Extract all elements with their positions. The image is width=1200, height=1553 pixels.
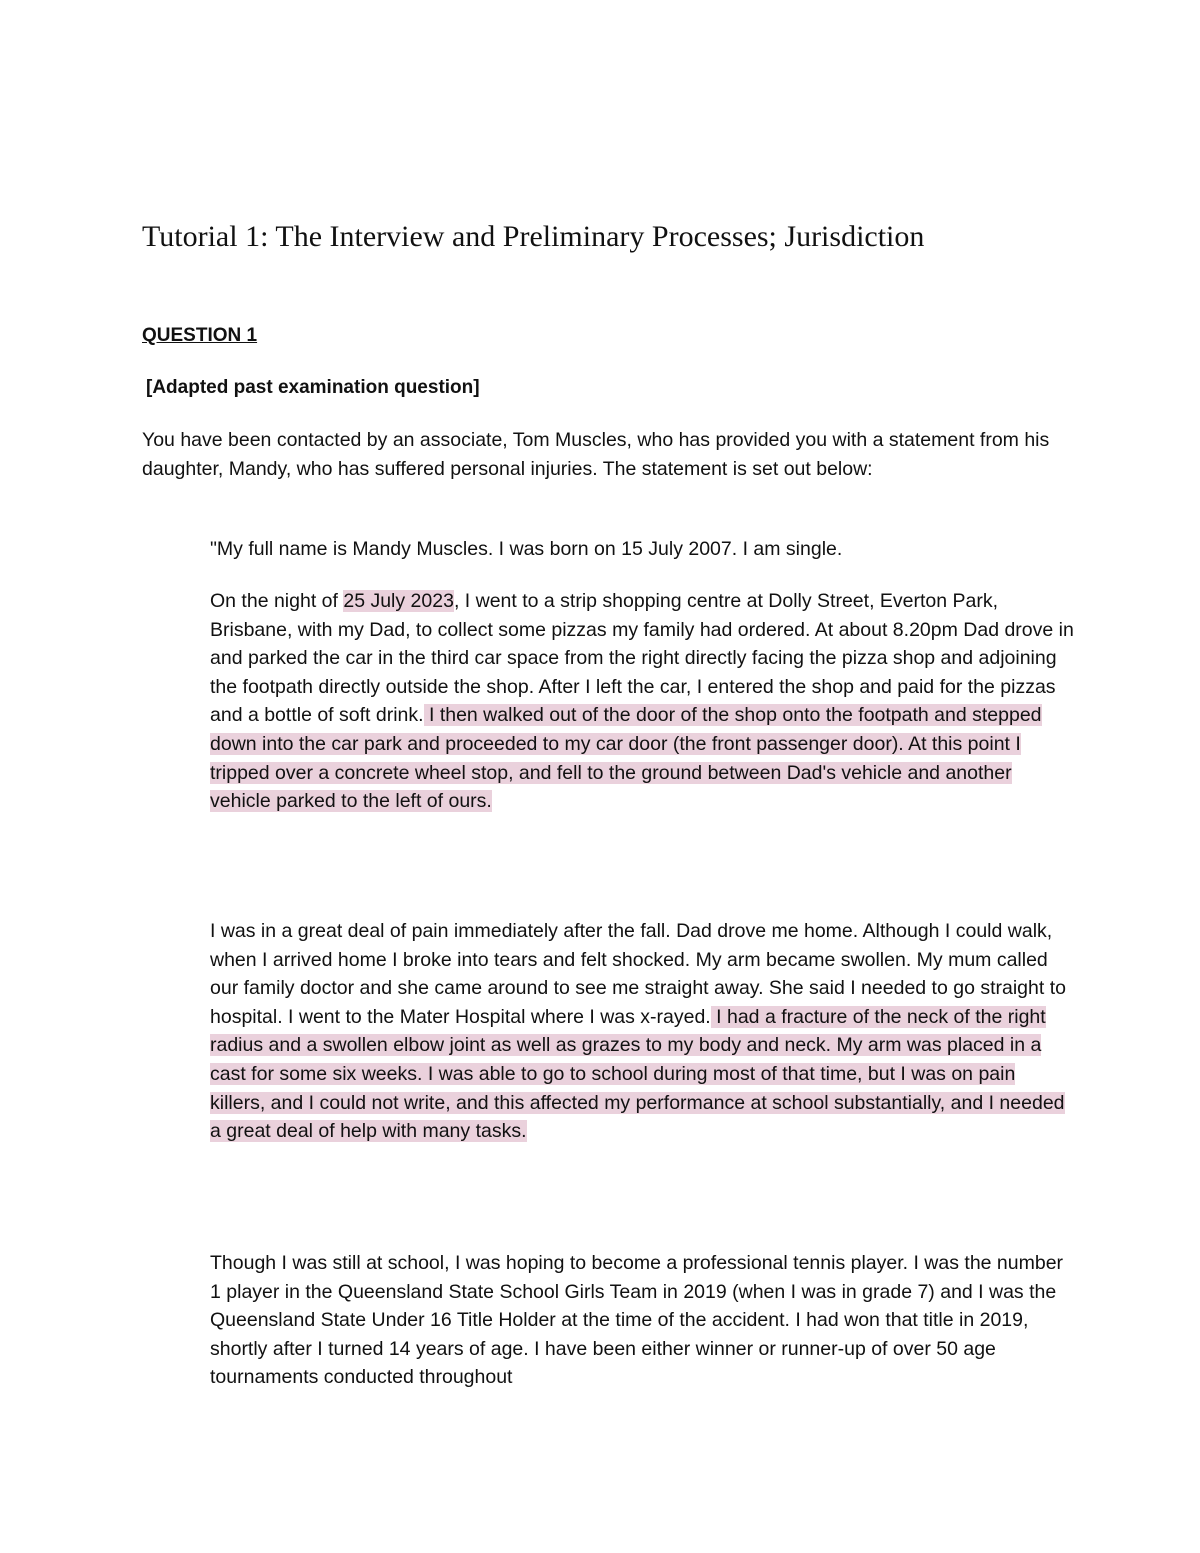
statement-text: On the night of	[210, 590, 344, 612]
highlighted-date: 25 July 2023	[343, 590, 454, 612]
question-heading: QUESTION 1	[142, 325, 258, 346]
statement-paragraph-3	[210, 917, 1075, 1146]
question-source: [Adapted past examination question]	[146, 377, 480, 398]
statement-text: , I went to a strip shopping centre at Dolly Street, Everton Park, Brisbane, with my Dad, to collect some pizzas my family had ordered. At about 8.20pm Dad drove in and parked the car in the third car space from the right directly facing the pizza shop and adjoining the footpath directly outside the shop. After I left the car, I entered the shop and paid for the pizzas and a bottle of soft drink.	[210, 590, 1074, 727]
statement-paragraph-4: Though I was still at school, I was hoping to become a professional tennis player. I was the number 1 player in the Queensland State School Girls Team in 2019 (when I was in grade 7) and I was the Queensland State Under 16 Title Holder at the time of the accident. I had won that title in 2019, shortly after I turned 14 years of age. I have been either winner or runner-up of over 50 age tournaments conducted throughout	[210, 1252, 1064, 1389]
page-title: Tutorial 1: The Interview and Preliminary Processes; Jurisdiction	[142, 220, 925, 253]
highlighted-text: I had a fracture of the neck of the right radius and a swollen elbow joint as well as grazes to my body and neck. My arm was placed in a cast for some six weeks. I was able to go to school during most of that time, but I was on pain killers, and I could not write, and this affected my performance at school substantially, and I needed a great deal of help with many tasks.	[210, 1005, 1065, 1143]
statement-paragraph-2	[210, 587, 1075, 816]
highlighted-text: I then walked out of the door of the shop onto the footpath and stepped down into the car park and proceeded to my car door (the front passenger door). At this point I tripped over a concrete wheel stop, and fell to the ground between Dad's vehicle and another vehicle parked to the left of ours.	[210, 704, 1042, 813]
statement-paragraph-1: "My full name is Mandy Muscles. I was born on 15 July 2007. I am single.	[210, 538, 843, 560]
intro-paragraph: You have been contacted by an associate, Tom Muscles, who has provided you with a statement from his daughter, Mandy, who has suffered personal injuries. The statement is set out below:	[142, 429, 1050, 480]
statement-text: I was in a great deal of pain immediately after the fall. Dad drove me home. Although I could walk, when I arrived home I broke into tears and felt shocked. My arm became swollen. My mum called our family doctor and she came around to see me straight away. She said I needed to go straight to hospital. I went to the Mater Hospital where I was x-rayed.	[210, 920, 1066, 1028]
